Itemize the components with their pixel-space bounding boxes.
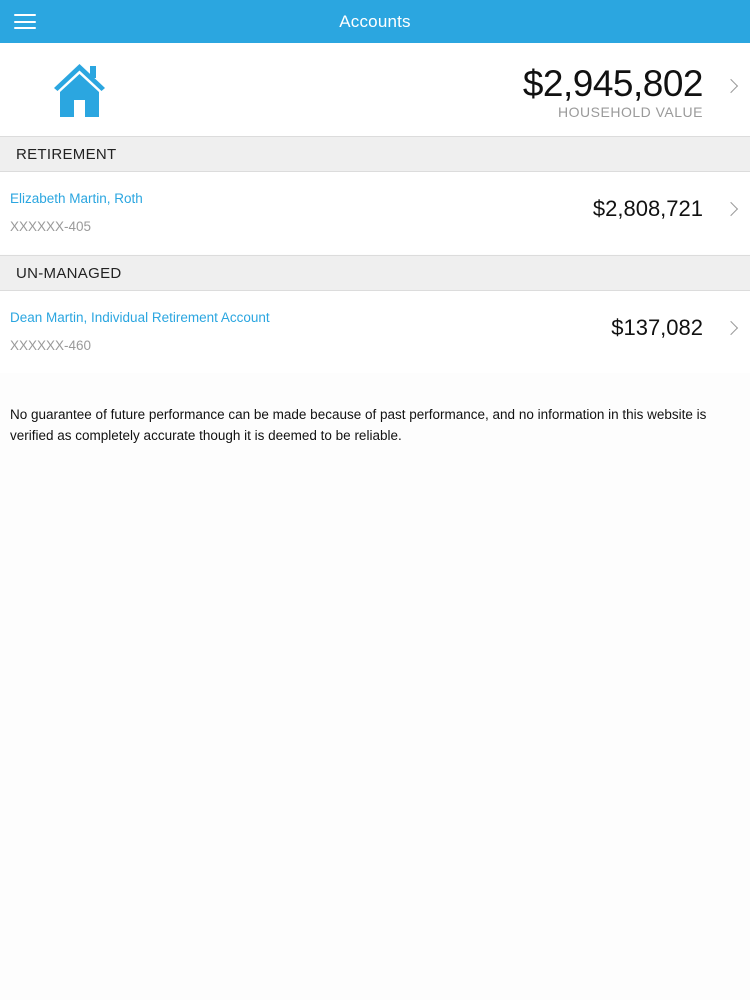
account-name[interactable]: Elizabeth Martin, Roth xyxy=(10,191,143,206)
page-title: Accounts xyxy=(339,12,411,31)
chevron-right-icon xyxy=(724,79,738,93)
account-number: XXXXXX-405 xyxy=(10,219,92,234)
section-header-unmanaged xyxy=(0,255,750,291)
section-title: UN-MANAGED xyxy=(16,265,122,282)
chevron-right-icon xyxy=(724,321,738,335)
section-title: RETIREMENT xyxy=(16,146,117,163)
household-value-row[interactable] xyxy=(0,43,750,136)
home-icon xyxy=(52,62,107,118)
account-row[interactable] xyxy=(0,172,750,254)
account-name[interactable]: Dean Martin, Individual Retirement Account xyxy=(10,310,270,325)
household-value-label: HOUSEHOLD VALUE xyxy=(558,104,703,120)
account-value: $2,808,721 xyxy=(592,196,703,221)
section-header-retirement xyxy=(0,136,750,172)
chevron-right-icon xyxy=(724,202,738,216)
disclaimer-text: No guarantee of future performance can be made because of past performance, and no information in this website is verified as completely accurate though it is deemed to be reliable. xyxy=(10,407,707,443)
account-row[interactable] xyxy=(0,291,750,373)
top-navbar xyxy=(0,0,750,43)
account-number: XXXXXX-460 xyxy=(10,338,92,353)
account-value: $137,082 xyxy=(611,315,703,340)
household-value: $2,945,802 xyxy=(522,63,703,104)
